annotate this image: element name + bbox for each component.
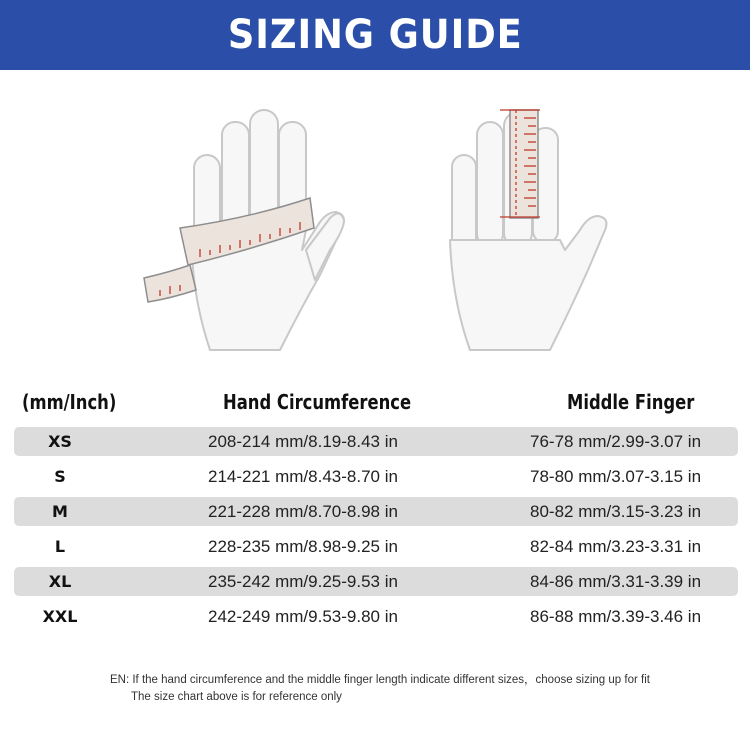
hand-circumference-value: 228-235 mm/8.98-9.25 in [208, 537, 398, 556]
middle-finger-value: 76-78 mm/2.99-3.07 in [530, 432, 702, 451]
size-label: XL [48, 572, 72, 591]
size-label: L [54, 537, 66, 556]
table-row [14, 532, 738, 561]
hand-circumference-value: 208-214 mm/8.19-8.43 in [208, 432, 398, 451]
hand-circumference-value: 242-249 mm/9.53-9.80 in [208, 607, 398, 626]
middle-finger-value: 84-86 mm/3.31-3.39 in [530, 572, 702, 591]
title-banner [0, 0, 750, 70]
middle-finger-value: 86-88 mm/3.39-3.46 in [530, 607, 702, 626]
size-label: S [54, 467, 66, 486]
hand-circumference-value: 235-242 mm/9.25-9.53 in [208, 572, 398, 591]
table-row [14, 462, 738, 491]
middle-finger-value: 80-82 mm/3.15-3.23 in [530, 502, 702, 521]
table-row [14, 497, 738, 526]
table-row [14, 427, 738, 456]
table-row [14, 567, 738, 596]
middle-finger-value: 78-80 mm/3.07-3.15 in [530, 467, 702, 486]
middle-finger-header: Middle Finger [567, 390, 695, 414]
size-label: M [52, 502, 68, 521]
page-title: SIZING GUIDE [227, 12, 523, 58]
size-label: XXL [42, 607, 78, 626]
table-row [14, 602, 738, 631]
hand-circumference-header: Hand Circumference [223, 390, 412, 414]
note-line-2: The size chart above is for reference only [131, 691, 342, 703]
size-table [14, 427, 738, 637]
sizing-note [110, 672, 650, 706]
size-label: XS [48, 432, 72, 451]
unit-header: (mm/Inch) [22, 390, 117, 414]
size-table-header [0, 390, 750, 422]
middle-finger-value: 82-84 mm/3.23-3.31 in [530, 537, 702, 556]
middle-finger-illustration [440, 100, 620, 360]
note-line-1: EN: If the hand circumference and the middle finger length indicate different sizes，choose sizing up for fit [110, 674, 650, 686]
hand-circumference-illustration [130, 100, 360, 360]
hand-circumference-value: 221-228 mm/8.70-8.98 in [208, 502, 398, 521]
hand-circumference-value: 214-221 mm/8.43-8.70 in [208, 467, 398, 486]
